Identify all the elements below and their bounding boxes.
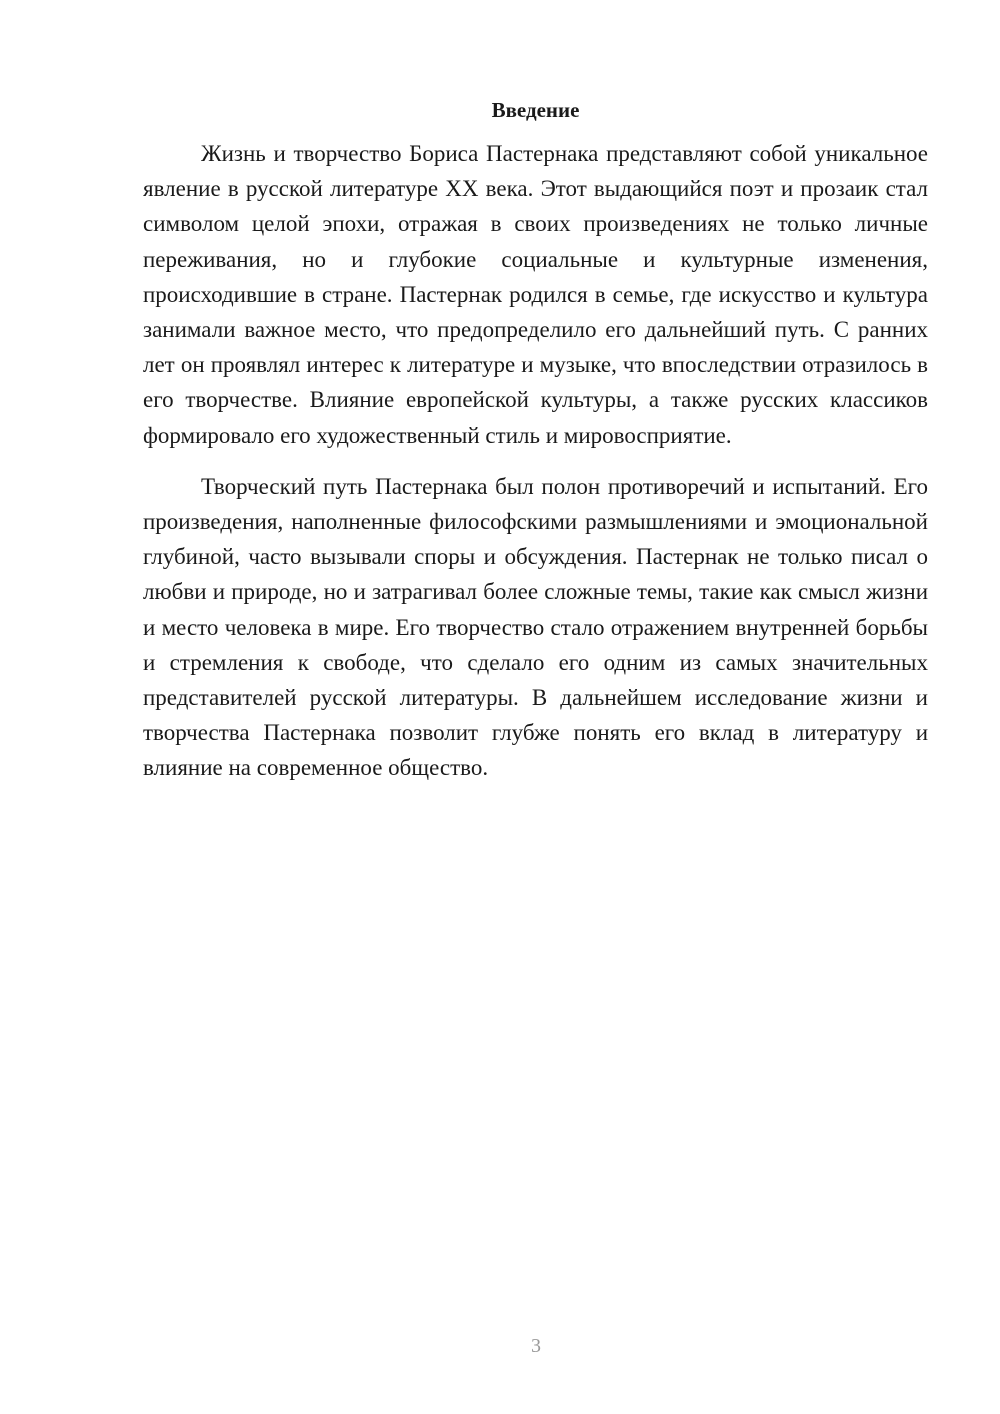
paragraph-1: Жизнь и творчество Бориса Пастернака представляют собой уникальное явление в русской литературе XX века. Этот выдающийся поэт и прозаик стал символом целой эпохи, отражая в своих произведениях не только личные переживания, но и глубокие социальные и культурные изменения, происходившие в стране. Пастернак родился в семье, где искусство и культура занимали важное место, что предопределило его дальнейший путь. С ранних лет он проявлял интерес к литературе и музыке, что впоследствии отразилось в его творчестве. Влияние европейской культуры, а также русских классиков формировало его художественный стиль и мировосприятие. xyxy=(143,141,928,448)
section-heading: Введение xyxy=(491,98,580,122)
page-number: 3 xyxy=(531,1335,541,1357)
page-content xyxy=(143,93,928,786)
paragraph-2: Творческий путь Пастернака был полон противоречий и испытаний. Его произведения, наполненные философскими размышлениями и эмоциональной глубиной, часто вызывали споры и обсуждения. Пастернак не только писал о любви и природе, но и затрагивал более сложные темы, такие как смысл жизни и место человека в мире. Его творчество стало отражением внутренней борьбы и стремления к свободе, что сделало его одним из самых значительных представителей русской литературы. В дальнейшем исследование жизни и творчества Пастернака позволит глубже понять его вклад в литературу и влияние на современное общество. xyxy=(143,473,928,781)
